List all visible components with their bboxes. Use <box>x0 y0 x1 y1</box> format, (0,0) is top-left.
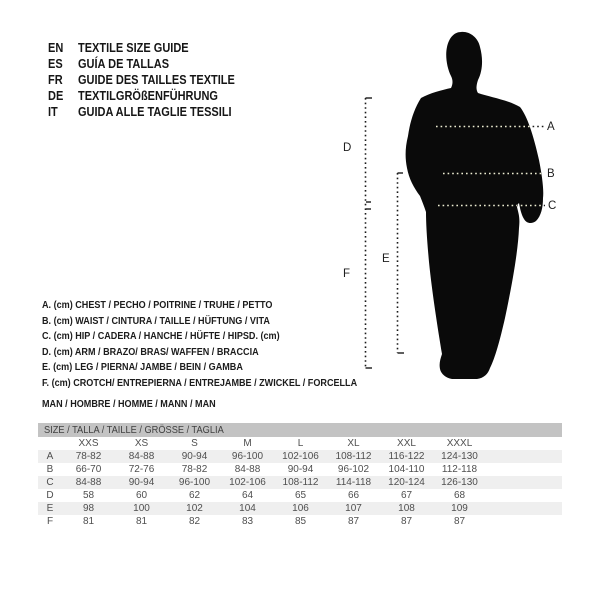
table-cell: 81 <box>82 516 95 527</box>
language-row <box>48 40 256 56</box>
filler-cell <box>486 502 562 515</box>
table-cell: 104-110 <box>388 464 425 475</box>
filler-cell <box>486 437 562 450</box>
measure-label-b: B <box>547 168 555 180</box>
size-table-body <box>38 450 562 528</box>
man-silhouette-figure <box>406 32 544 379</box>
table-cell: 96-100 <box>178 477 211 488</box>
column-header: XXS <box>78 438 99 449</box>
legend-line <box>42 376 400 392</box>
corner-cell <box>38 437 62 450</box>
language-code: DE <box>48 89 64 103</box>
row-label: D <box>46 490 54 501</box>
measure-label-e: E <box>382 253 390 265</box>
language-code: ES <box>48 57 63 71</box>
size-table <box>38 423 562 528</box>
table-cell: 109 <box>451 503 468 514</box>
table-cell: 72-76 <box>128 464 155 475</box>
legend-line <box>42 345 400 361</box>
language-title: TEXTILGRÖßENFÜHRUNG <box>78 89 218 103</box>
language-code: EN <box>48 41 64 55</box>
language-row <box>48 104 256 120</box>
language-code: FR <box>48 73 63 87</box>
table-cell: 84-88 <box>75 477 102 488</box>
table-cell: 87 <box>453 516 466 527</box>
row-label: A <box>46 451 54 462</box>
table-cell: 116-122 <box>388 451 425 462</box>
language-row <box>48 56 256 72</box>
table-cell: 60 <box>135 490 148 501</box>
table-cell: 62 <box>188 490 201 501</box>
language-row <box>48 88 256 104</box>
legend-text: D. (cm) ARM / BRAZO/ BRAS/ WAFFEN / BRACCIA <box>42 346 259 358</box>
measure-label-a: A <box>547 121 555 133</box>
language-row <box>48 72 256 88</box>
table-cell: 90-94 <box>181 451 208 462</box>
table-cell: 58 <box>82 490 95 501</box>
table-cell: 124-130 <box>441 451 478 462</box>
row-label: E <box>46 503 54 514</box>
table-cell: 65 <box>294 490 307 501</box>
table-cell: 82 <box>188 516 201 527</box>
table-cell: 104 <box>239 503 256 514</box>
column-header: M <box>243 438 252 449</box>
legend-line <box>42 298 400 314</box>
table-cell: 106 <box>292 503 309 514</box>
table-cell: 102-106 <box>229 477 266 488</box>
legend-text: C. (cm) HIP / CADERA / HANCHE / HÜFTE / HIPSD. (cm) <box>42 331 280 342</box>
table-cell: 108-112 <box>335 451 372 462</box>
measure-label-c: C <box>548 200 557 212</box>
table-cell: 96-100 <box>231 451 264 462</box>
language-title: GUIDA ALLE TAGLIE TESSILI <box>78 105 232 119</box>
table-row <box>38 489 562 502</box>
legend-text: B. (cm) WAIST / CINTURA / TAILLE / HÜFTUNG / VITA <box>42 315 270 327</box>
table-cell: 66 <box>347 490 360 501</box>
table-cell: 102 <box>186 503 203 514</box>
column-header: L <box>297 438 304 449</box>
language-title: GUÍA DE TALLAS <box>78 57 170 71</box>
table-row <box>38 463 562 476</box>
language-title: GUIDE DES TAILLES TEXTILE <box>78 73 235 87</box>
table-cell: 78-82 <box>181 464 208 475</box>
table-row <box>38 502 562 515</box>
table-cell: 90-94 <box>287 464 314 475</box>
table-cell: 87 <box>400 516 413 527</box>
legend-text: A. (cm) CHEST / PECHO / POITRINE / TRUHE / PETTO <box>42 300 273 311</box>
measure-label-d: D <box>343 142 352 154</box>
table-cell: 66-70 <box>75 464 102 475</box>
legend-line <box>42 329 400 345</box>
size-table-header <box>38 423 562 437</box>
filler-cell <box>486 515 562 528</box>
table-cell: 67 <box>400 490 413 501</box>
filler-cell <box>486 476 562 489</box>
column-header: XL <box>347 438 360 449</box>
legend-text: F. (cm) CROTCH/ ENTREPIERNA / ENTREJAMBE / ZWICKEL / FORCELLA <box>42 377 358 389</box>
gender-line-text: MAN / HOMBRE / HOMME / MANN / MAN <box>42 399 216 410</box>
language-title: TEXTILE SIZE GUIDE <box>78 41 189 55</box>
table-cell: 84-88 <box>128 451 155 462</box>
language-title-list <box>48 40 256 120</box>
row-label: B <box>46 464 54 475</box>
table-cell: 68 <box>453 490 466 501</box>
table-cell: 108-112 <box>282 477 319 488</box>
column-header: S <box>191 438 198 449</box>
legend-line <box>42 314 400 330</box>
table-cell: 112-118 <box>441 464 478 475</box>
table-cell: 98 <box>82 503 95 514</box>
table-cell: 126-130 <box>441 477 478 488</box>
legend-line <box>42 360 400 376</box>
table-cell: 107 <box>345 503 362 514</box>
column-header: XXXL <box>446 438 473 449</box>
table-cell: 120-124 <box>388 477 425 488</box>
filler-cell <box>486 450 562 463</box>
column-header: XS <box>134 438 149 449</box>
table-cell: 96-102 <box>337 464 370 475</box>
measurement-legend <box>42 298 400 391</box>
filler-cell <box>486 463 562 476</box>
size-columns-row <box>38 437 562 450</box>
table-cell: 102-106 <box>282 451 319 462</box>
table-cell: 114-118 <box>335 477 372 488</box>
legend-text: E. (cm) LEG / PIERNA/ JAMBE / BEIN / GAMBA <box>42 362 243 373</box>
gender-line <box>42 397 239 412</box>
table-cell: 83 <box>241 516 254 527</box>
table-cell: 64 <box>241 490 254 501</box>
table-cell: 85 <box>294 516 307 527</box>
language-code: IT <box>48 105 58 119</box>
table-cell: 81 <box>135 516 148 527</box>
measure-label-f: F <box>343 268 351 280</box>
table-cell: 78-82 <box>75 451 102 462</box>
table-row <box>38 476 562 489</box>
table-row <box>38 450 562 463</box>
table-cell: 84-88 <box>234 464 261 475</box>
column-header: XXL <box>397 438 416 449</box>
table-cell: 100 <box>133 503 150 514</box>
table-cell: 108 <box>398 503 415 514</box>
row-label: C <box>46 477 54 488</box>
table-row <box>38 515 562 528</box>
size-table-grid <box>38 437 562 528</box>
row-label: F <box>46 516 54 527</box>
table-cell: 90-94 <box>128 477 155 488</box>
table-cell: 87 <box>347 516 360 527</box>
filler-cell <box>486 489 562 502</box>
size-table-title: SIZE / TALLA / TAILLE / GRÖSSE / TAGLIA <box>44 424 224 436</box>
